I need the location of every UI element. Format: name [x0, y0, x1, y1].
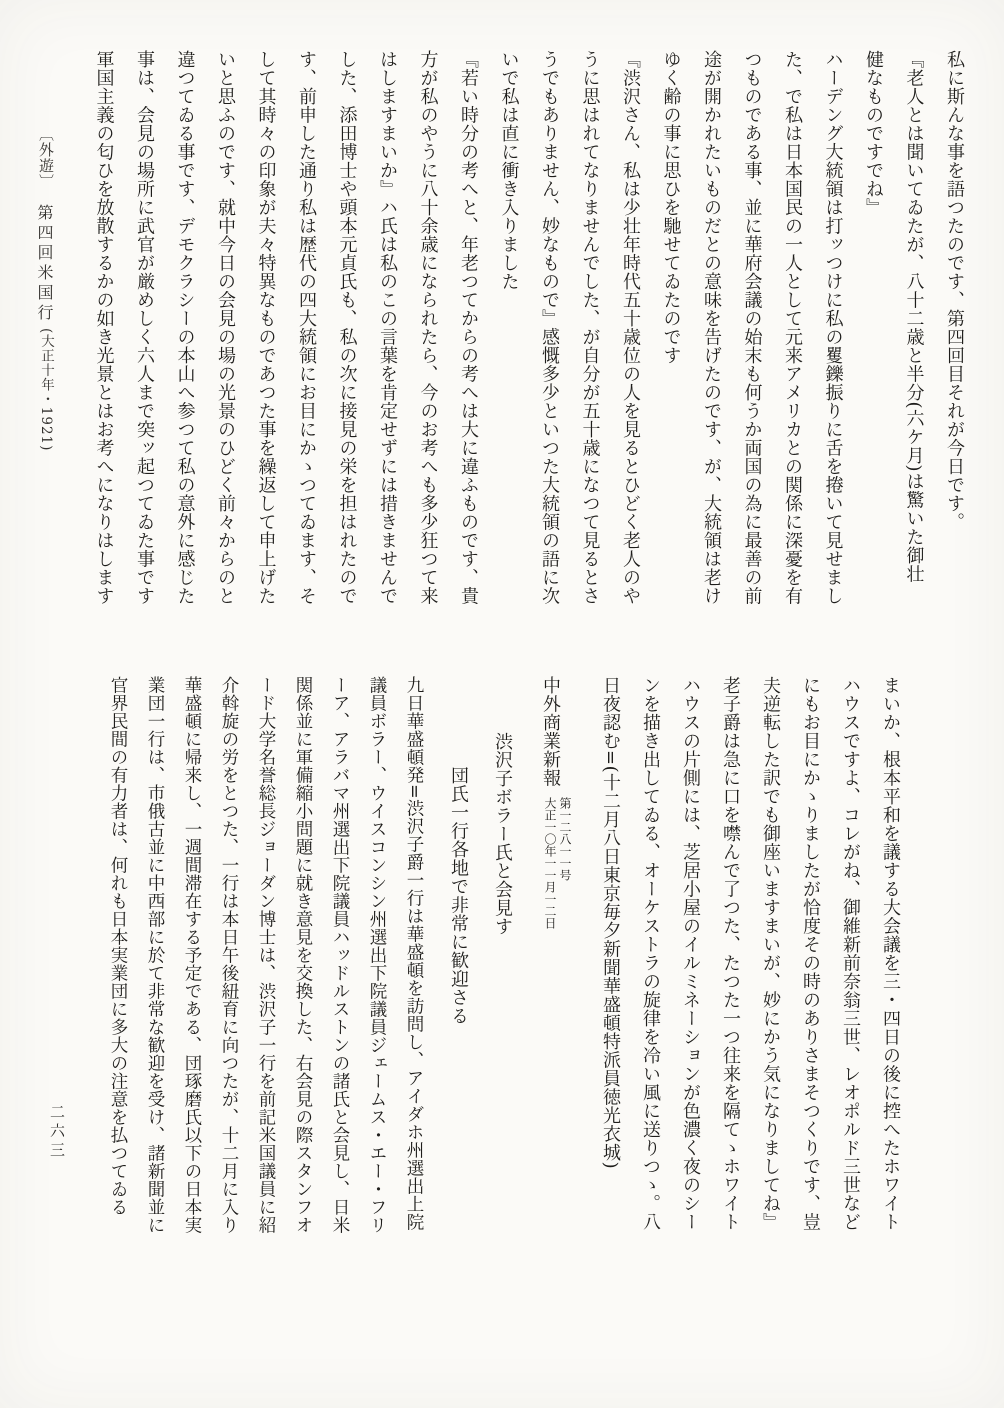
text-column: うでもありません、妙なもので』感慨多少といつた大統領の語に次: [539, 50, 560, 605]
text-column: ハウスですよ、コレがね、御維新前奈翁三世、レオポルド三世など: [840, 676, 861, 1231]
text-column: 老子爵は急に口を噤んで了つた、たつた一つ往来を隔てゝホワイト: [720, 676, 741, 1231]
article-headline: 渋沢子ボラー氏と会見す: [492, 732, 513, 936]
text-column: して其時々の印象が夫々特異なものであつた事を繰返して申上げた: [255, 50, 277, 605]
text-column: 事は、会見の場所に武官が厳めしく六人まで突ッ起つてゐた事です: [134, 50, 155, 605]
text-column: にもお目にかゝりましたが恰度その時のありさまそつくりです、豈: [800, 676, 821, 1231]
newspaper-date: 大正一〇年一一月一二日: [543, 797, 557, 929]
newspaper-issue-number: 第一二八一一号: [558, 797, 572, 881]
text-column: はしますまいか』ハ氏は私のこの言葉を肯定せずには措きませんで: [377, 50, 398, 605]
text-column: ゆく齢の事に思ひを馳せてゐたのです: [660, 50, 682, 365]
top-text-block: [83, 50, 974, 652]
text-column: いと思ふのです、就中今日の会見の場の光景のひどく前々からのと: [215, 50, 236, 605]
text-column: 関係並に軍備縮小問題に就き意見を交換した、右会見の際スタンフオ: [293, 676, 313, 1234]
text-column: まいか、根本平和を議する大会議を三・四日の後に控へたホワイト: [880, 676, 901, 1231]
text-column: 介斡旋の労をとつた、一行は本日午後紐育に向つたが、十二月に入り: [219, 676, 239, 1234]
text-column: 健なものですでね』: [863, 50, 884, 217]
bottom-text-block: [99, 676, 910, 1298]
text-column: 軍国主義の匂ひを放散するかの如き光景とはお考へになりはします: [93, 50, 115, 605]
text-column: 『若い時分の考へと、年老つてからの考へは大に違ふものです、貴: [458, 50, 479, 605]
page-number: 二六三: [48, 1104, 66, 1161]
text-column: つものである事、並に華府会議の始末も何うか両国の為に最善の前: [741, 50, 763, 605]
text-column: 日夜認む=(十二月八日東京毎夕新聞華盛頓特派員徳光衣城): [600, 676, 621, 1170]
text-column: す、前申した通り私は歴代の四大統領にお目にかゝつてゐます、そ: [296, 50, 317, 605]
text-column: 夫逆転した訳でも御座いますまいが、妙にかう気になりましてね』: [760, 676, 781, 1231]
article-subheadline: 団氏一行各地で非常に歓迎さる: [448, 766, 469, 1025]
text-column: 違つてゐる事です、デモクラシーの本山へ参つて私の意外に感じた: [174, 50, 196, 605]
text-column: うに思はれてなりませんでした、が自分が五十歳になつて見るとさ: [579, 50, 601, 605]
margin-title-year: (大正十年・1921): [38, 328, 54, 452]
issue-info: [542, 797, 572, 947]
text-column: ハウスの片側には、芝居小屋のイルミネーションが色濃く夜のシー: [680, 676, 701, 1231]
text-column: 九日華盛頓発=渋沢子爵一行は華盛頓を訪問し、アイダホ州選出上院: [404, 676, 424, 1232]
text-column: 『渋沢さん、私は少壮年時代五十歳位の人を見るとひどく老人のや: [620, 50, 641, 605]
text-column: 方が私のやうに八十余歳になられたら、今のお考へも多少狂つて来: [417, 50, 439, 605]
text-column: 官界民間の有力者は、何れも日本実業団に多大の注意を払つてゐる: [108, 676, 128, 1216]
text-column: 華盛頓に帰来し、一週間滞在する予定である、団琢磨氏以下の日本実: [182, 676, 202, 1234]
newspaper-masthead: [530, 676, 572, 1298]
text-column: いで私は直に衝き入りました: [498, 50, 520, 291]
newspaper-title: 中外商業新報: [540, 676, 561, 787]
text-column: ンを描き出してゐる、オーケストラの旋律を冷い風に送りつゝ。八: [640, 676, 661, 1231]
text-column: 業団一行は、市俄古並に中西部に於て非常な歓迎を受け、諸新聞並に: [145, 676, 165, 1234]
text-column: ハーデング大統領は打ッつけに私の矍鑠振りに舌を捲いて見せまし: [822, 50, 844, 605]
text-column: 私に斯んな事を語つたのです、第四回目それが今日です。: [944, 50, 965, 531]
text-column: ード大学名誉総長ジョーダン博士は、渋沢子一行を前記米国議員に紹: [256, 676, 276, 1234]
text-column: 途が開かれたいものだとの意味を告げたのです、が、大統領は老け: [701, 50, 722, 605]
margin-title-genre: 〔外遊〕: [37, 126, 55, 190]
text-column: 『老人とは聞いてゐたが、八十二歳と半分(六ケ月)は驚いた御壮: [903, 50, 925, 584]
text-column: ーア、アラバマ州選出下院議員ハッドルストンの諸氏と会見し、日米: [330, 676, 350, 1234]
text-column: した、添田博士や頭本元貞氏も、私の次に接見の栄を担はれたので: [336, 50, 358, 605]
margin-title-chapter: 第四回米国行: [35, 204, 54, 324]
text-column: た、で私は日本国民の一人として元来アメリカとの関係に深憂を有: [782, 50, 803, 605]
text-column: 議員ボラー、ウイスコンシン州選出下院議員ジェームス・エー・フリ: [367, 676, 387, 1234]
